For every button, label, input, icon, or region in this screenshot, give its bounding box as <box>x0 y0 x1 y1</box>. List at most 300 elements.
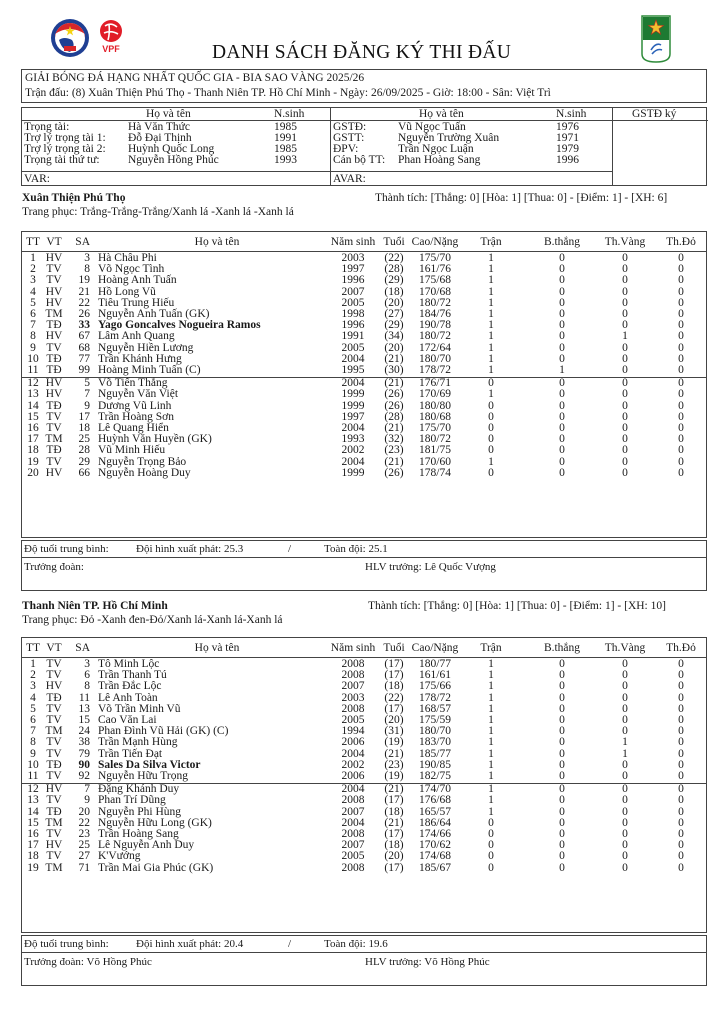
player-height-weight: 185/77 <box>419 747 451 760</box>
player-birth-year: 2007 <box>341 805 365 818</box>
player-birth-year: 2004 <box>341 455 365 468</box>
player-name: Nguyễn Phi Hùng <box>98 805 182 818</box>
player-yellow-cards: 0 <box>622 770 628 782</box>
table-row <box>22 863 706 874</box>
player-tt: 20 <box>27 466 39 479</box>
player-name: Trần Khánh Hưng <box>98 352 182 365</box>
player-age: (18) <box>384 839 404 852</box>
player-name: Lê Nguyễn Anh Duy <box>98 839 195 852</box>
player-goals: 0 <box>559 736 565 749</box>
team-name: Xuân Thiện Phú Thọ <box>22 192 126 204</box>
average-age-all: Toàn đội: 25.1 <box>324 543 388 555</box>
player-age: (28) <box>384 263 404 276</box>
player-red-cards: 0 <box>678 702 684 715</box>
official-year: 1979 <box>556 143 579 155</box>
player-tt: 19 <box>27 861 39 874</box>
player-matches: 1 <box>488 736 494 749</box>
player-age: (30) <box>384 364 404 376</box>
player-tt: 11 <box>27 364 39 376</box>
player-yellow-cards: 0 <box>622 669 628 682</box>
player-name: Sales Da Silva Victor <box>98 758 201 771</box>
player-yellow-cards: 0 <box>622 341 628 354</box>
officials-col-name: Họ và tên <box>146 108 191 120</box>
player-birth-year: 2006 <box>341 736 365 749</box>
player-height-weight: 161/61 <box>419 669 451 682</box>
player-tt: 17 <box>27 839 39 852</box>
officials-col-name-2: Họ và tên <box>419 108 464 120</box>
table-row <box>22 468 706 479</box>
player-red-cards: 0 <box>678 274 684 287</box>
table-row <box>22 445 706 456</box>
player-goals: 0 <box>559 433 565 446</box>
player-matches: 1 <box>488 770 494 782</box>
player-height-weight: 190/78 <box>419 319 451 332</box>
player-matches: 1 <box>488 747 494 760</box>
player-matches: 1 <box>488 794 494 807</box>
col-name: Họ và tên <box>194 236 240 248</box>
player-shirt-number: 99 <box>78 364 90 376</box>
player-position: TĐ <box>46 399 62 412</box>
average-age-separator: / <box>288 543 292 555</box>
player-yellow-cards: 0 <box>622 783 628 796</box>
player-matches: 1 <box>488 308 494 320</box>
player-position: TV <box>46 455 62 468</box>
player-name: Trần Hoàng Sang <box>98 828 179 840</box>
official-role: Cán bộ TT: <box>333 154 386 166</box>
player-yellow-cards: 0 <box>622 455 628 468</box>
player-name: Trần Thanh Tú <box>98 669 167 682</box>
player-matches: 1 <box>488 388 494 401</box>
player-tt: 1 <box>30 658 36 670</box>
official-name: Nguyễn Hồng Phúc <box>128 154 219 166</box>
player-yellow-cards: 0 <box>622 444 628 457</box>
player-tt: 8 <box>30 330 36 343</box>
average-age-label: Độ tuổi trung bình: <box>24 938 109 950</box>
average-age-box <box>21 540 707 558</box>
player-matches: 1 <box>488 274 494 287</box>
player-height-weight: 175/68 <box>419 274 451 287</box>
player-age: (26) <box>384 388 404 401</box>
table-row <box>22 681 706 692</box>
player-name: Lê Quang Hiển <box>98 422 169 434</box>
player-tt: 17 <box>27 433 39 446</box>
player-birth-year: 2008 <box>341 828 365 840</box>
player-height-weight: 174/70 <box>419 783 451 796</box>
team-manager: Trưởng đoàn: Võ Hồng Phúc <box>24 956 152 968</box>
bia-sao-vang-logo-icon <box>640 14 672 64</box>
player-age: (18) <box>384 805 404 818</box>
player-goals: 0 <box>559 296 565 309</box>
player-age: (34) <box>384 330 404 343</box>
player-tt: 15 <box>27 816 39 829</box>
player-shirt-number: 92 <box>78 770 90 782</box>
player-red-cards: 0 <box>678 658 684 670</box>
player-age: (18) <box>384 680 404 693</box>
player-shirt-number: 3 <box>84 252 90 264</box>
player-red-cards: 0 <box>678 341 684 354</box>
table-row <box>22 389 706 400</box>
player-age: (27) <box>384 308 404 320</box>
player-red-cards: 0 <box>678 691 684 704</box>
header-logos <box>50 18 126 58</box>
team-kit: Trang phục: Đỏ -Xanh đen-Đỏ/Xanh lá-Xanh lá-Xanh lá <box>22 614 283 626</box>
player-yellow-cards: 0 <box>622 433 628 446</box>
team-kit: Trang phục: Trắng-Trắng-Trắng/Xanh lá -Xanh lá -Xanh lá <box>22 206 294 218</box>
col-height-weight: Cao/Nặng <box>411 236 459 248</box>
player-name: Lê Anh Toàn <box>98 691 158 704</box>
player-red-cards: 0 <box>678 794 684 807</box>
player-height-weight: 178/74 <box>419 466 451 479</box>
official-name: Phan Hoàng Sang <box>398 154 481 166</box>
player-shirt-number: 77 <box>78 352 90 365</box>
player-birth-year: 2005 <box>341 296 365 309</box>
official-name: Trần Ngọc Luận <box>398 143 474 155</box>
player-shirt-number: 9 <box>84 794 90 807</box>
player-goals: 0 <box>559 422 565 434</box>
player-age: (26) <box>384 399 404 412</box>
player-height-weight: 175/70 <box>419 252 451 264</box>
player-matches: 1 <box>488 330 494 343</box>
col-age: Tuổi <box>383 236 405 248</box>
player-matches: 1 <box>488 783 494 796</box>
player-shirt-number: 33 <box>78 319 90 332</box>
player-age: (29) <box>384 319 404 332</box>
player-height-weight: 175/70 <box>419 422 451 434</box>
player-position: HV <box>45 466 63 479</box>
col-matches: Trận <box>480 642 502 654</box>
player-goals: 0 <box>559 658 565 670</box>
official-role: Trọng tài: <box>24 121 70 133</box>
average-age-all: Toàn đội: 19.6 <box>324 938 388 950</box>
player-red-cards: 0 <box>678 783 684 796</box>
col-vt: VT <box>46 236 62 248</box>
player-shirt-number: 5 <box>84 377 90 390</box>
player-yellow-cards: 0 <box>622 319 628 332</box>
player-height-weight: 180/77 <box>419 658 451 670</box>
player-tt: 12 <box>27 783 39 796</box>
player-name: Trần Tiến Đạt <box>98 747 163 760</box>
player-red-cards: 0 <box>678 758 684 771</box>
official-name: Vũ Ngọc Tuấn <box>398 121 466 133</box>
player-shirt-number: 11 <box>78 691 90 704</box>
player-tt: 13 <box>27 388 39 401</box>
player-matches: 0 <box>488 466 494 479</box>
player-yellow-cards: 0 <box>622 861 628 874</box>
team-record: Thành tích: [Thắng: 0] [Hòa: 1] [Thua: 0] - [Điểm: 1] - [XH: 6] <box>375 192 668 204</box>
player-birth-year: 2007 <box>341 680 365 693</box>
player-height-weight: 180/72 <box>419 330 451 343</box>
player-red-cards: 0 <box>678 296 684 309</box>
player-shirt-number: 24 <box>78 725 90 738</box>
player-goals: 1 <box>559 364 565 376</box>
staff-box <box>21 953 707 986</box>
player-birth-year: 1991 <box>341 330 365 343</box>
player-matches: 0 <box>488 444 494 457</box>
player-goals: 0 <box>559 839 565 852</box>
player-yellow-cards: 0 <box>622 714 628 726</box>
player-height-weight: 185/67 <box>419 861 451 874</box>
player-red-cards: 0 <box>678 422 684 434</box>
player-red-cards: 0 <box>678 680 684 693</box>
player-birth-year: 1995 <box>341 364 365 376</box>
player-matches: 1 <box>488 252 494 264</box>
player-position: HV <box>45 680 63 693</box>
player-yellow-cards: 0 <box>622 839 628 852</box>
player-goals: 0 <box>559 770 565 782</box>
player-goals: 0 <box>559 274 565 287</box>
player-birth-year: 1999 <box>341 399 365 412</box>
player-tt: 1 <box>30 252 36 264</box>
player-goals: 0 <box>559 341 565 354</box>
official-year: 1985 <box>274 121 297 133</box>
player-shirt-number: 15 <box>78 714 90 726</box>
player-tt: 9 <box>30 341 36 354</box>
table-row <box>22 737 706 748</box>
table-row <box>22 275 706 286</box>
player-position: TV <box>46 263 62 276</box>
player-birth-year: 2003 <box>341 691 365 704</box>
player-name: Phan Trí Dũng <box>98 794 166 807</box>
player-goals: 0 <box>559 783 565 796</box>
player-position: HV <box>45 839 63 852</box>
player-name: Trần Hoàng Sơn <box>98 410 174 423</box>
player-age: (20) <box>384 850 404 863</box>
player-age: (21) <box>384 747 404 760</box>
player-red-cards: 0 <box>678 285 684 298</box>
col-age: Tuổi <box>383 642 405 654</box>
player-name: Tô Minh Lộc <box>98 658 160 670</box>
player-shirt-number: 22 <box>78 296 90 309</box>
player-red-cards: 0 <box>678 466 684 479</box>
official-role: GSTT: <box>333 132 365 144</box>
player-yellow-cards: 0 <box>622 377 628 390</box>
player-birth-year: 2005 <box>341 714 365 726</box>
player-name: K'Vướng <box>98 850 141 863</box>
player-matches: 1 <box>488 758 494 771</box>
official-name: Hà Văn Thức <box>128 121 191 133</box>
player-shirt-number: 18 <box>78 422 90 434</box>
official-year: 1985 <box>274 143 297 155</box>
player-shirt-number: 21 <box>78 285 90 298</box>
player-yellow-cards: 0 <box>622 658 628 670</box>
col-vt: VT <box>46 642 62 654</box>
player-birth-year: 1997 <box>341 410 365 423</box>
official-year: 1991 <box>274 132 297 144</box>
player-matches: 0 <box>488 839 494 852</box>
player-name: Võ Ngọc Tình <box>98 263 165 276</box>
player-height-weight: 184/76 <box>419 308 451 320</box>
table-row <box>22 795 706 806</box>
player-birth-year: 2008 <box>341 861 365 874</box>
player-height-weight: 181/75 <box>419 444 451 457</box>
player-shirt-number: 71 <box>78 861 90 874</box>
player-position: TĐ <box>46 319 62 332</box>
player-age: (23) <box>384 444 404 457</box>
player-tt: 11 <box>27 770 39 782</box>
player-red-cards: 0 <box>678 861 684 874</box>
player-height-weight: 183/70 <box>419 736 451 749</box>
player-name: Nguyễn Anh Tuấn (GK) <box>98 308 210 320</box>
player-height-weight: 170/62 <box>419 839 451 852</box>
player-position: TĐ <box>46 352 62 365</box>
player-shirt-number: 66 <box>78 466 90 479</box>
player-yellow-cards: 0 <box>622 805 628 818</box>
average-age-box <box>21 935 707 953</box>
roster-header <box>22 638 706 658</box>
player-yellow-cards: 0 <box>622 816 628 829</box>
officials-table <box>21 107 707 186</box>
player-matches: 0 <box>488 377 494 390</box>
player-position: HV <box>45 377 63 390</box>
player-position: TĐ <box>46 805 62 818</box>
player-matches: 1 <box>488 805 494 818</box>
col-yellow: Th.Vàng <box>604 236 646 248</box>
col-year: Năm sinh <box>330 642 376 654</box>
player-red-cards: 0 <box>678 714 684 726</box>
player-birth-year: 2007 <box>341 839 365 852</box>
player-yellow-cards: 0 <box>622 364 628 376</box>
player-height-weight: 178/72 <box>419 364 451 376</box>
player-position: TV <box>46 714 62 726</box>
average-age-label: Độ tuổi trung bình: <box>24 543 109 555</box>
player-name: Tiêu Trung Hiếu <box>98 296 175 309</box>
player-red-cards: 0 <box>678 850 684 863</box>
player-age: (20) <box>384 714 404 726</box>
player-name: Nguyễn Văn Việt <box>98 388 179 401</box>
player-matches: 1 <box>488 702 494 715</box>
player-birth-year: 2007 <box>341 285 365 298</box>
player-red-cards: 0 <box>678 364 684 376</box>
player-age: (17) <box>384 828 404 840</box>
player-birth-year: 1999 <box>341 466 365 479</box>
player-goals: 0 <box>559 828 565 840</box>
player-name: Nguyễn Trọng Bảo <box>98 455 187 468</box>
player-name: Nguyễn Hoàng Duy <box>98 466 191 479</box>
player-goals: 0 <box>559 377 565 390</box>
player-tt: 6 <box>30 714 36 726</box>
average-age-starting: Đội hình xuất phát: 20.4 <box>136 938 244 950</box>
player-shirt-number: 3 <box>84 658 90 670</box>
staff-box <box>21 558 707 591</box>
player-red-cards: 0 <box>678 377 684 390</box>
avar-label: AVAR: <box>333 173 366 185</box>
player-red-cards: 0 <box>678 816 684 829</box>
player-tt: 16 <box>27 422 39 434</box>
player-position: HV <box>45 388 63 401</box>
player-shirt-number: 29 <box>78 455 90 468</box>
player-birth-year: 2005 <box>341 850 365 863</box>
player-yellow-cards: 0 <box>622 850 628 863</box>
player-height-weight: 180/80 <box>419 399 451 412</box>
player-red-cards: 0 <box>678 410 684 423</box>
player-name: Lâm Anh Quang <box>98 330 175 343</box>
player-age: (21) <box>384 422 404 434</box>
average-age-starting: Đội hình xuất phát: 25.3 <box>136 543 244 555</box>
player-matches: 1 <box>488 669 494 682</box>
player-shirt-number: 38 <box>78 736 90 749</box>
official-year: 1996 <box>556 154 579 166</box>
player-goals: 0 <box>559 399 565 412</box>
player-matches: 1 <box>488 680 494 693</box>
player-tt: 4 <box>30 285 36 298</box>
player-name: Dương Vũ Linh <box>98 399 172 412</box>
player-shirt-number: 8 <box>84 263 90 276</box>
player-tt: 14 <box>27 805 39 818</box>
document-title: DANH SÁCH ĐĂNG KÝ THI ĐẤU <box>212 42 512 63</box>
official-year: 1993 <box>274 154 297 166</box>
player-matches: 0 <box>488 433 494 446</box>
player-matches: 1 <box>488 658 494 670</box>
player-position: HV <box>45 285 63 298</box>
match-info-box <box>21 69 707 103</box>
official-name: Nguyễn Trường Xuân <box>398 132 500 144</box>
player-position: HV <box>45 783 63 796</box>
player-height-weight: 182/75 <box>419 770 451 782</box>
player-shirt-number: 13 <box>78 702 90 715</box>
player-age: (21) <box>384 377 404 390</box>
player-shirt-number: 25 <box>78 839 90 852</box>
player-goals: 0 <box>559 308 565 320</box>
player-goals: 0 <box>559 466 565 479</box>
player-position: TĐ <box>46 444 62 457</box>
player-tt: 10 <box>27 758 39 771</box>
player-height-weight: 180/72 <box>419 433 451 446</box>
player-tt: 4 <box>30 691 36 704</box>
player-position: TV <box>46 658 62 670</box>
player-age: (23) <box>384 758 404 771</box>
player-age: (18) <box>384 285 404 298</box>
player-shirt-number: 90 <box>78 758 90 771</box>
player-shirt-number: 8 <box>84 680 90 693</box>
player-age: (22) <box>384 252 404 264</box>
player-yellow-cards: 0 <box>622 388 628 401</box>
var-label: VAR: <box>24 173 50 185</box>
player-matches: 0 <box>488 861 494 874</box>
player-yellow-cards: 0 <box>622 399 628 412</box>
player-shirt-number: 79 <box>78 747 90 760</box>
player-yellow-cards: 0 <box>622 702 628 715</box>
player-tt: 18 <box>27 444 39 457</box>
player-age: (21) <box>384 455 404 468</box>
player-tt: 8 <box>30 736 36 749</box>
player-matches: 0 <box>488 816 494 829</box>
player-matches: 0 <box>488 828 494 840</box>
player-name: Trần Mai Gia Phúc (GK) <box>98 861 214 874</box>
player-goals: 0 <box>559 444 565 457</box>
player-tt: 16 <box>27 828 39 840</box>
head-coach: HLV trưởng: Lê Quốc Vượng <box>365 561 496 573</box>
match-details: Trận đấu: (8) Xuân Thiện Phú Thọ - Thanh Niên TP. Hồ Chí Minh - Ngày: 26/09/2025 - Giờ: 18:00 - Sân: Việt Trì <box>25 87 551 99</box>
player-position: TV <box>46 747 62 760</box>
player-height-weight: 165/57 <box>419 805 451 818</box>
player-shirt-number: 7 <box>84 783 90 796</box>
player-height-weight: 175/59 <box>419 714 451 726</box>
team-manager: Trưởng đoàn: <box>24 561 84 573</box>
player-goals: 0 <box>559 691 565 704</box>
col-year: Năm sinh <box>330 236 376 248</box>
player-tt: 13 <box>27 794 39 807</box>
player-position: TV <box>46 828 62 840</box>
player-tt: 3 <box>30 274 36 287</box>
player-position: HV <box>45 296 63 309</box>
player-yellow-cards: 0 <box>622 794 628 807</box>
player-tt: 2 <box>30 263 36 276</box>
player-yellow-cards: 0 <box>622 725 628 738</box>
player-tt: 5 <box>30 702 36 715</box>
player-name: Cao Văn Lai <box>98 714 157 726</box>
player-goals: 0 <box>559 252 565 264</box>
col-matches: Trận <box>480 236 502 248</box>
